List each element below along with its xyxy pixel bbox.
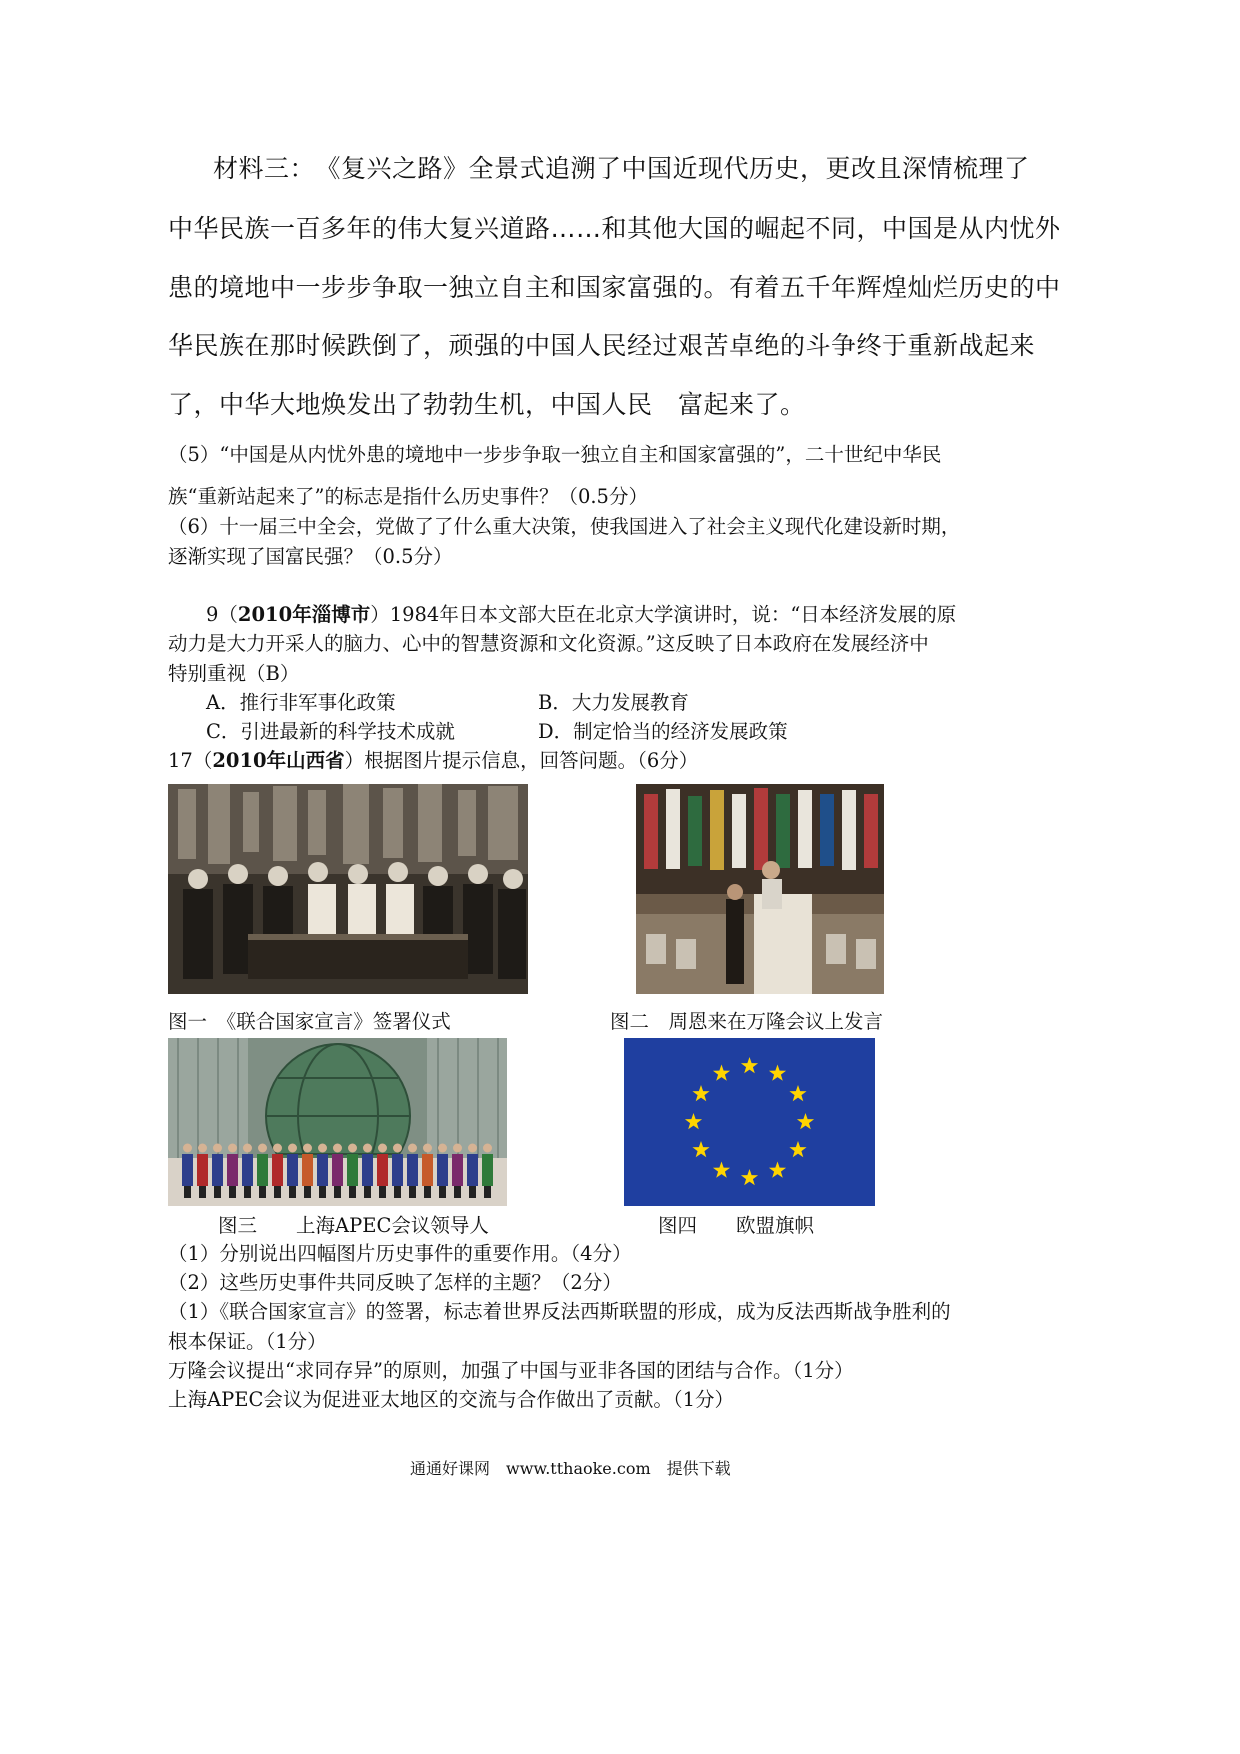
- answer-line-3: 万隆会议提出“求同存异”的原则，加强了中国与亚非各国的团结与合作。（1分）: [168, 1359, 854, 1382]
- answer-line-2: 根本保证。（1分）: [168, 1330, 327, 1353]
- q17-line-1: [168, 749, 698, 772]
- material3-line-1: 材料三： 《复兴之路》全景式追溯了中国近现代历史，更改且深情梳理了: [213, 154, 1030, 183]
- photo-apec-leaders: [168, 1038, 507, 1206]
- q9-number: 9（: [206, 603, 238, 626]
- q17-source: 2010年山西省: [212, 749, 345, 772]
- q17-number: 17（: [168, 749, 213, 772]
- material3-line-2: 中华民族一百多年的伟大复兴道路……和其他大国的崛起不同，中国是从内忧外: [168, 214, 1061, 243]
- footer-source: 通通好课网 www.tthaoke.com 提供下载: [410, 1459, 731, 1478]
- q9-line-3: 特别重视（B）: [168, 662, 300, 685]
- caption-fig3: 图三 上海APEC会议领导人: [218, 1214, 489, 1237]
- q9-option-a: A．推行非军事化政策: [206, 691, 396, 714]
- q17-sub2: （2）这些历史事件共同反映了怎样的主题？（2分）: [168, 1271, 622, 1294]
- caption-fig2: 图二 周恩来在万隆会议上发言: [610, 1010, 884, 1033]
- q9-line-2: 动力是大力开采人的脑力、心中的智慧资源和文化资源。”这反映了日本政府在发展经济中: [168, 632, 929, 655]
- q6-line-2: 逐渐实现了国富民强？（0.5分）: [168, 545, 453, 568]
- q9-line-1: [206, 603, 956, 626]
- q9-stem: ）1984年日本文部大臣在北京大学演讲时，说：“日本经济发展的原: [370, 603, 957, 626]
- answer-line-1: （1）《联合国家宣言》的签署，标志着世界反法西斯联盟的形成，成为反法西斯战争胜利的: [168, 1300, 951, 1323]
- q9-option-c: C．引进最新的科学技术成就: [206, 720, 455, 743]
- material3-line-3: 患的境地中一步步争取一独立自主和国家富强的。有着五千年辉煌灿烂历史的中: [168, 273, 1061, 302]
- q17-stem: ）根据图片提示信息，回答问题。（6分）: [344, 749, 699, 772]
- material3-line-4: 华民族在那时候跌倒了，顽强的中国人民经过艰苦卓绝的斗争终于重新战起来: [168, 331, 1036, 360]
- answer-line-4: 上海APEC会议为促进亚太地区的交流与合作做出了贡献。（1分）: [168, 1388, 735, 1411]
- q5-line-2: 族“重新站起来了”的标志是指什么历史事件？（0.5分）: [168, 485, 648, 508]
- q17-sub1: （1）分别说出四幅图片历史事件的重要作用。（4分）: [168, 1242, 632, 1265]
- photo-un-declaration: [168, 784, 528, 994]
- eu-flag: [624, 1038, 875, 1206]
- q9-option-d: D．制定恰当的经济发展政策: [538, 720, 788, 743]
- photo-bandung-conference: [636, 784, 884, 994]
- q9-option-b: B．大力发展教育: [538, 691, 689, 714]
- caption-fig4: 图四 欧盟旗帜: [658, 1214, 815, 1237]
- caption-fig1: 图一 《联合国家宣言》签署仪式: [168, 1010, 451, 1033]
- material3-line-5: 了，中华大地焕发出了勃勃生机，中国人民 富起来了。: [168, 390, 806, 419]
- q9-source: 2010年淄博市: [237, 603, 371, 626]
- q6-line-1: （6）十一届三中全会，党做了了什么重大决策，使我国进入了社会主义现代化建设新时期，: [168, 515, 961, 538]
- q5-line-1: （5）“中国是从内忧外患的境地中一步步争取一独立自主和国家富强的”，二十世纪中华民: [168, 443, 942, 466]
